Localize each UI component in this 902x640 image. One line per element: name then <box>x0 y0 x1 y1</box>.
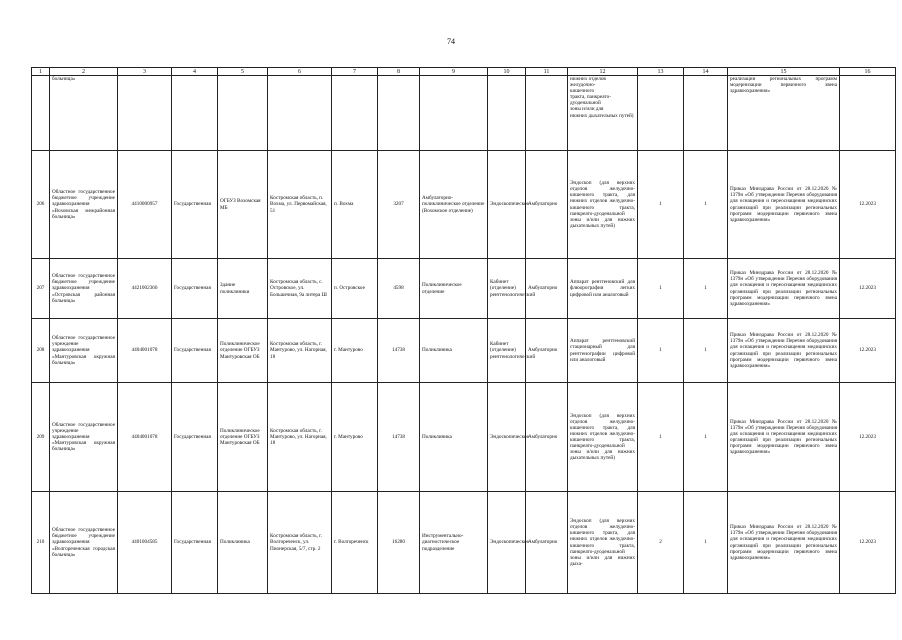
care-condition-cell: Амбулаторно <box>526 151 568 259</box>
deadline-cell: 12.2023 <box>840 492 896 594</box>
table-row <box>32 151 896 259</box>
building-cell: Здание поликлиники <box>218 259 268 319</box>
inn-cell: 4404001078 <box>118 319 172 383</box>
department-cell: Поликлиника <box>420 319 488 383</box>
table-row <box>32 492 896 594</box>
locality-cell: п. Вохма <box>332 151 378 259</box>
column-number: 13 <box>638 68 684 76</box>
locality-cell: п. Островское <box>332 259 378 319</box>
care-condition-cell: Амбулаторно <box>526 319 568 383</box>
row-number-cell: 208 <box>32 319 50 383</box>
column-number: 14 <box>684 68 728 76</box>
deadline-cell: 12.2023 <box>840 259 896 319</box>
unit-cell: Кабинет (отделение) рентгенологический <box>488 259 526 319</box>
address-cell: Костромская область, с. Островское, ул. Большечная, 9а литера Ш <box>268 259 332 319</box>
organization-name-cell: Областное государственное бюджетное учреждение здравоохранения «Волгореченская городская больница» <box>50 492 118 594</box>
organization-name-cell: больница» <box>50 76 118 151</box>
department-cell: Инструментально-диагностическое подразделение <box>420 492 488 594</box>
locality-cell: г. Мантурово <box>332 319 378 383</box>
address-cell: Костромская область, г. Мантурово, ул. Нагорная, 18 <box>268 383 332 492</box>
row-number-cell: 209 <box>32 383 50 492</box>
quantity-cell: 1 <box>684 151 728 259</box>
column-number: 4 <box>172 68 218 76</box>
population-cell: 14738 <box>378 383 420 492</box>
legal-basis-cell: Приказ Минздрава России от 28.12.2020 № 1379н «Об утверждении Перечня оборудования для оснащения и переоснащения медицинских организаций при реализации региональных программ модернизации первичного звена здравоохранения» <box>728 383 840 492</box>
quantity-cell: 2 <box>638 492 684 594</box>
column-number: 7 <box>332 68 378 76</box>
department-cell: Амбулаторно-поликлиническое отделение (Вохомское отделение) <box>420 151 488 259</box>
address-cell: Костромская область, п. Вохма, ул. Первомайская, 51 <box>268 151 332 259</box>
population-cell: 16280 <box>378 492 420 594</box>
quantity-cell: 1 <box>638 151 684 259</box>
column-number: 3 <box>118 68 172 76</box>
ownership-cell: Государственная <box>172 492 218 594</box>
equipment-cell: нижних отделов желудочно- кишечного тракта, панкреато- дуоденальной зоны и/или для нижних дыхательных путей) <box>568 76 638 151</box>
organization-name-cell: Областное государственное учреждение здравоохранения «Мантуровская окружная больница» <box>50 383 118 492</box>
row-number-cell: 207 <box>32 259 50 319</box>
column-number: 9 <box>420 68 488 76</box>
ownership-cell: Государственная <box>172 319 218 383</box>
deadline-cell: 12.2023 <box>840 319 896 383</box>
header-row <box>32 68 896 76</box>
department-cell: Поликлиника <box>420 383 488 492</box>
equipment-cell: Аппарат рентгеновский для флюорографии легких цифровой или аналоговый <box>568 259 638 319</box>
column-number: 12 <box>568 68 638 76</box>
quantity-cell: 1 <box>638 319 684 383</box>
table-row <box>32 383 896 492</box>
care-condition-cell: Амбулаторно <box>526 259 568 319</box>
legal-basis-cell: Приказ Минздрава России от 28.12.2020 № 1379н «Об утверждении Перечня оборудования для оснащения и переоснащения медицинских организаций при реализации региональных программ модернизации первичного звена здравоохранения» <box>728 259 840 319</box>
ownership-cell: Государственная <box>172 259 218 319</box>
column-number: 15 <box>728 68 840 76</box>
care-condition-cell: Амбулаторно <box>526 383 568 492</box>
inn-cell: 4401004585 <box>118 492 172 594</box>
quantity-cell: 1 <box>638 259 684 319</box>
equipment-cell: Эндоскоп (для верхних отделов желудочно-кишечного тракта, для нижних отделов желудочно-кишечного тракта, панкреато-дуоденальной зоны и/или для нижних дыхательных путей) <box>568 151 638 259</box>
column-number: 11 <box>526 68 568 76</box>
building-cell: Поликлиническое отделение ОГБУЗ Мантуровская ОБ <box>218 383 268 492</box>
table-row <box>32 259 896 319</box>
locality-cell: г. Мантурово <box>332 383 378 492</box>
unit-cell: Кабинет (отделение) рентгенологический <box>488 319 526 383</box>
organization-name-cell: Областное государственное учреждение здравоохранения «Мантуровская окружная больница» <box>50 319 118 383</box>
organization-name-cell: Областное государственное бюджетное учреждение здравоохранения «Вохомская межрайонная больница» <box>50 151 118 259</box>
ownership-cell: Государственная <box>172 383 218 492</box>
equipment-cell: Аппарат рентгеновский стационарный для рентгенографии цифровой или аналоговый <box>568 319 638 383</box>
column-number: 1 <box>32 68 50 76</box>
building-cell: ОГБУЗ Вохомская МБ <box>218 151 268 259</box>
legal-basis-cell: Приказ Минздрава России от 28.12.2020 № 1379н «Об утверждении Перечня оборудования для оснащения и переоснащения медицинских организаций при реализации региональных программ модернизации первичного звена здравоохранения» <box>728 319 840 383</box>
address-cell: Костромская область, г. Мантурово, ул. Нагорная, 18 <box>268 319 332 383</box>
table-row <box>32 319 896 383</box>
column-number: 2 <box>50 68 118 76</box>
deadline-cell: 12.2023 <box>840 151 896 259</box>
inn-cell: 4404001078 <box>118 383 172 492</box>
quantity-cell: 1 <box>684 259 728 319</box>
unit-cell: Эндоскопическое <box>488 151 526 259</box>
quantity-cell: 1 <box>684 319 728 383</box>
locality-cell: г. Волгореченск <box>332 492 378 594</box>
population-cell: 4598 <box>378 259 420 319</box>
legal-basis-cell: Приказ Минздрава России от 28.12.2020 № 1379н «Об утверждении Перечня оборудования для оснащения и переоснащения медицинских организаций при реализации региональных программ модернизации первичного звена здравоохранения» <box>728 492 840 594</box>
department-cell: Поликлиническое отделение <box>420 259 488 319</box>
building-cell: Поликлиника <box>218 492 268 594</box>
equipment-cell: Эндоскоп (для верхних отделов желудочно-кишечного тракта, для нижних отделов желудочно-кишечного тракта, панкреато-дуоденальной зоны и/или для нижних дыхательных путей) <box>568 383 638 492</box>
inn-cell: 4410000957 <box>118 151 172 259</box>
registry-table <box>31 67 896 594</box>
column-number: 16 <box>840 68 896 76</box>
population-cell: 14738 <box>378 319 420 383</box>
page-number: 74 <box>447 37 455 46</box>
inn-cell: 4421002360 <box>118 259 172 319</box>
quantity-cell: 1 <box>684 492 728 594</box>
column-number: 5 <box>218 68 268 76</box>
quantity-cell: 1 <box>684 383 728 492</box>
deadline-cell: 12.2023 <box>840 383 896 492</box>
organization-name-cell: Областное государственное бюджетное учреждение здравоохранения «Островская районная больница» <box>50 259 118 319</box>
quantity-cell: 1 <box>638 383 684 492</box>
column-number: 10 <box>488 68 526 76</box>
care-condition-cell: Амбулаторно <box>526 492 568 594</box>
column-number: 6 <box>268 68 332 76</box>
unit-cell: Эндоскопическое <box>488 383 526 492</box>
row-number-cell: 210 <box>32 492 50 594</box>
population-cell: 3207 <box>378 151 420 259</box>
address-cell: Костромская область, г. Волгореченск, ул. Пионерская, 5/7, стр. 2 <box>268 492 332 594</box>
column-number: 8 <box>378 68 420 76</box>
legal-basis-cell: реализации региональных программ модернизации первичного звена здравоохранения» <box>728 76 840 151</box>
equipment-cell: Эндоскоп (для верхних отделов желудочно-кишечного тракта, для нижних отделов желудочно-кишечного тракта, панкреато-дуоденальной зоны и/или для нижних дыха- <box>568 492 638 594</box>
building-cell: Поликлиническое отделение ОГБУЗ Мантуровская ОБ <box>218 319 268 383</box>
unit-cell: Эндоскопическое <box>488 492 526 594</box>
continuation-row <box>32 76 896 151</box>
ownership-cell: Государственная <box>172 151 218 259</box>
row-number-cell: 206 <box>32 151 50 259</box>
legal-basis-cell: Приказ Минздрава России от 28.12.2020 № 1379н «Об утверждении Перечня оборудования для оснащения и переоснащения медицинских организаций при реализации региональных программ модернизации первичного звена здравоохранения» <box>728 151 840 259</box>
